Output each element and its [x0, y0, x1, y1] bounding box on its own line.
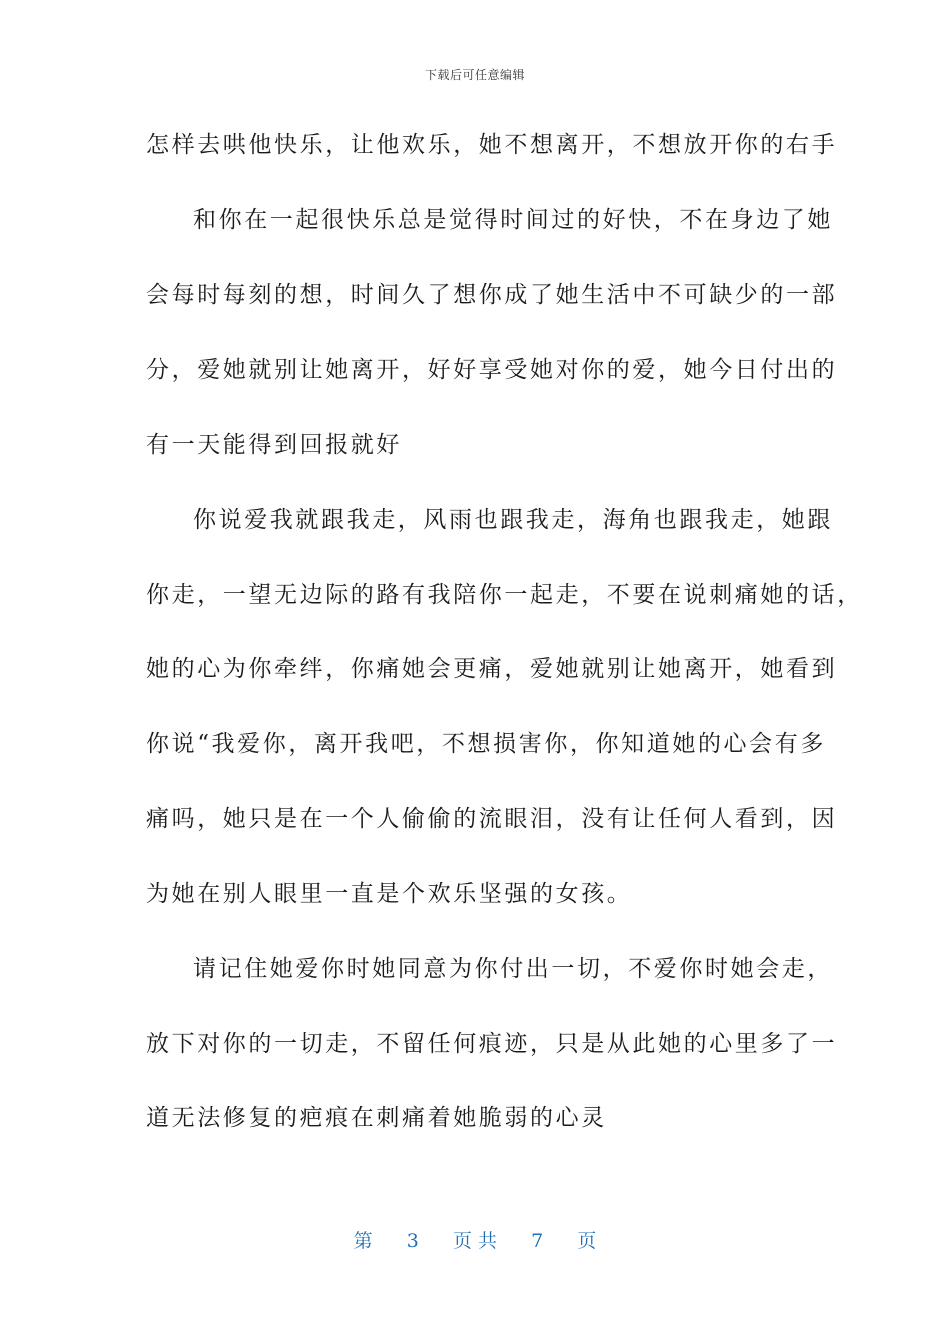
body-line: 你走，一望无边际的路有我陪你一起走，不要在说刺痛她的话，	[146, 582, 863, 608]
body-line: 为她在别人眼里一直是个欢乐坚强的女孩。	[146, 881, 633, 907]
body-line: 怎样去哄他快乐，让他欢乐，她不想离开，不想放开你的右手	[146, 132, 838, 158]
body-line: 你说爱我就跟我走，风雨也跟我走，海角也跟我走，她跟	[193, 507, 833, 533]
body-line: 分，爱她就别让她离开，好好享受她对你的爱，她今日付出的	[146, 357, 838, 383]
body-line: 道无法修复的疤痕在刺痛着她脆弱的心灵	[146, 1105, 607, 1131]
body-line: 你说“我爱你，离开我吧，不想损害你，你知道她的心会有多	[146, 731, 826, 757]
header-note: 下载后可任意编辑	[424, 68, 525, 82]
body-line: 和你在一起很快乐总是觉得时间过的好快，不在身边了她	[193, 207, 833, 233]
body-line: 她的心为你牵绊，你痛她会更痛，爱她就别让她离开，她看到	[146, 656, 838, 682]
footer-suffix: 页	[577, 1230, 597, 1252]
body-line: 放下对你的一切走，不留任何痕迹，只是从此她的心里多了一	[146, 1031, 838, 1057]
page-footer	[0, 1226, 950, 1253]
body-line: 会每时每刻的想，时间久了想你成了她生活中不可缺少的一部	[146, 282, 838, 308]
current-page-number: 3	[406, 1230, 419, 1252]
footer-middle: 页 共	[452, 1230, 498, 1252]
body-line: 有一天能得到回报就好	[146, 432, 402, 458]
total-pages-number: 7	[531, 1230, 544, 1252]
body-line: 痛吗，她只是在一个人偷偷的流眼泪，没有让任何人看到，因	[146, 806, 838, 832]
body-line: 请记住她爱你时她同意为你付出一切，不爱你时她会走，	[193, 956, 833, 982]
footer-prefix: 第	[353, 1230, 373, 1252]
